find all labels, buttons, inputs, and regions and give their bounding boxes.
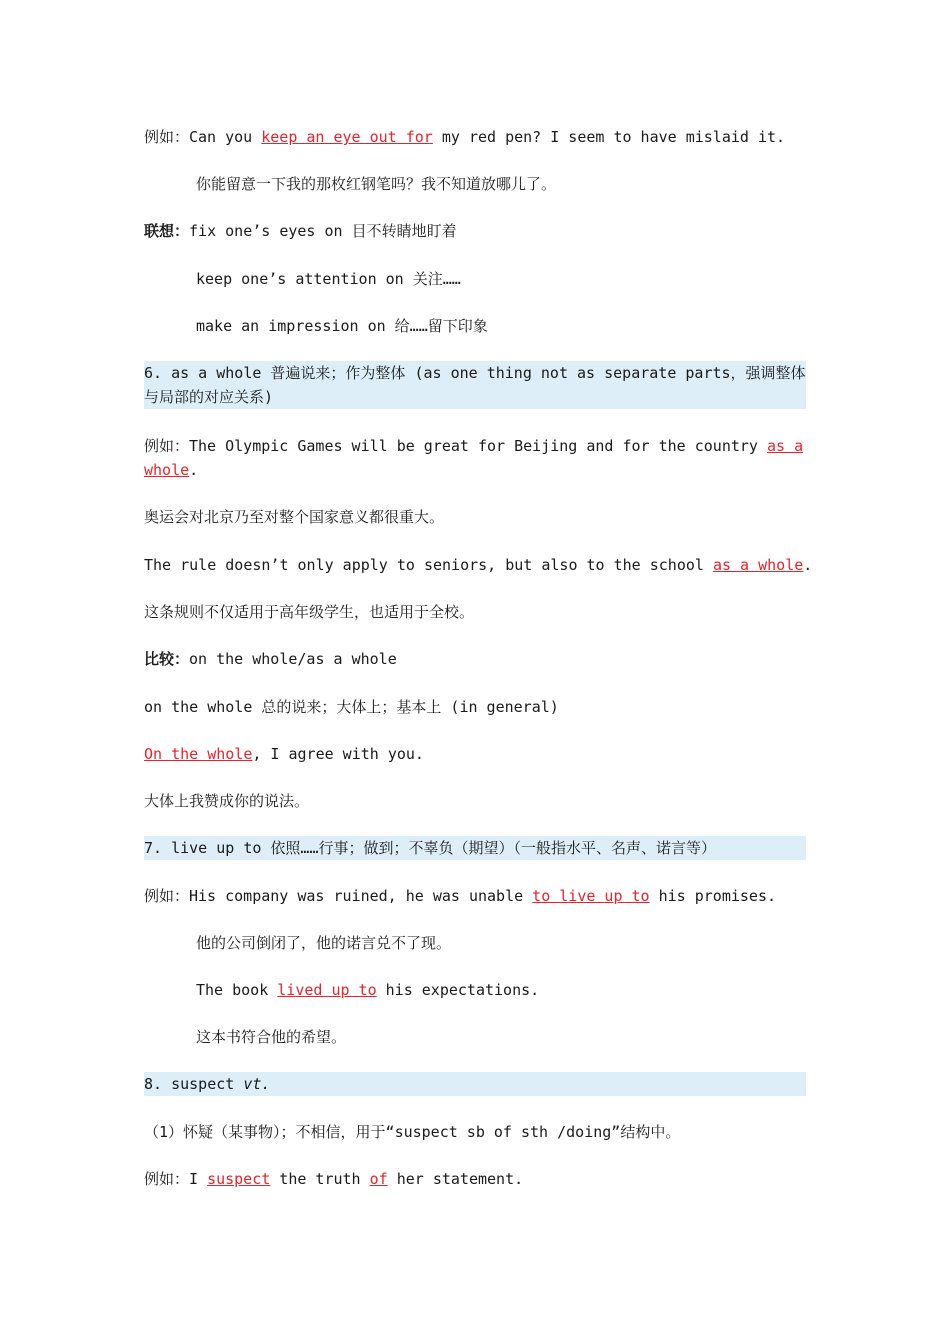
translation: 他的公司倒闭了，他的诺言兑不了现。 (196, 934, 452, 952)
section-heading-7: 7. live up to 依照……行事；做到；不辜负（期望）（一般指水平、名声、诺言等） (144, 836, 806, 860)
association-item: make an impression on 给……留下印象 (196, 317, 488, 335)
translation: 这条规则不仅适用于高年级学生，也适用于全校。 (144, 603, 475, 621)
section-heading-6: 6. as a whole 普遍说来；作为整体 (as one thing not as separate parts，强调整体与局部的对应关系) (144, 361, 806, 409)
example-sentence: 例如：Can you keep an eye out for my red pen? I seem to have mislaid it. (144, 128, 786, 146)
translation: 你能留意一下我的那枚红钢笔吗？我不知道放哪儿了。 (196, 175, 557, 193)
key-phrase: to live up to (532, 887, 650, 905)
example-sentence: 例如：The Olympic Games will be great for Beijing and for the country as a whole. (144, 437, 804, 479)
example-sentence: 例如：I suspect the truth of her statement. (144, 1170, 524, 1188)
definition-line: on the whole 总的说来；大体上；基本上 (in general) (144, 698, 559, 716)
translation: 奥运会对北京乃至对整个国家意义都很重大。 (144, 508, 445, 526)
key-phrase: On the whole (144, 745, 253, 763)
label-comparison: 比较： (144, 650, 190, 668)
key-phrase: suspect (207, 1170, 271, 1188)
key-phrase: as a whole (144, 437, 804, 479)
translation: 大体上我赞成你的说法。 (144, 792, 310, 810)
part-of-speech: vt. (243, 1075, 271, 1093)
example-sentence: 例如：His company was ruined, he was unable to live up to his promises. (144, 887, 777, 905)
key-phrase: lived up to (277, 981, 377, 999)
example-sentence: The rule doesn’t only apply to seniors, but also to the school as a whole. (144, 556, 813, 574)
key-phrase: as a whole (712, 556, 804, 574)
translation: 这本书符合他的希望。 (196, 1028, 347, 1046)
section-heading-8: 8. suspect vt. (144, 1072, 806, 1096)
label-association: 联想： (144, 222, 190, 240)
association-item: keep one’s attention on 关注…… (196, 270, 461, 288)
key-phrase: of (369, 1170, 388, 1188)
comparison-heading: 比较：on the whole/as a whole (144, 650, 397, 668)
key-phrase: keep an eye out for (261, 128, 433, 146)
association-heading: 联想：fix one’s eyes on 目不转睛地盯着 (144, 222, 457, 240)
example-sentence: On the whole, I agree with you. (144, 745, 424, 763)
example-sentence: The book lived up to his expectations. (196, 981, 540, 999)
definition-line: （1）怀疑（某事物）；不相信，用于“suspect sb of sth /doing”结构中。 (144, 1123, 681, 1141)
